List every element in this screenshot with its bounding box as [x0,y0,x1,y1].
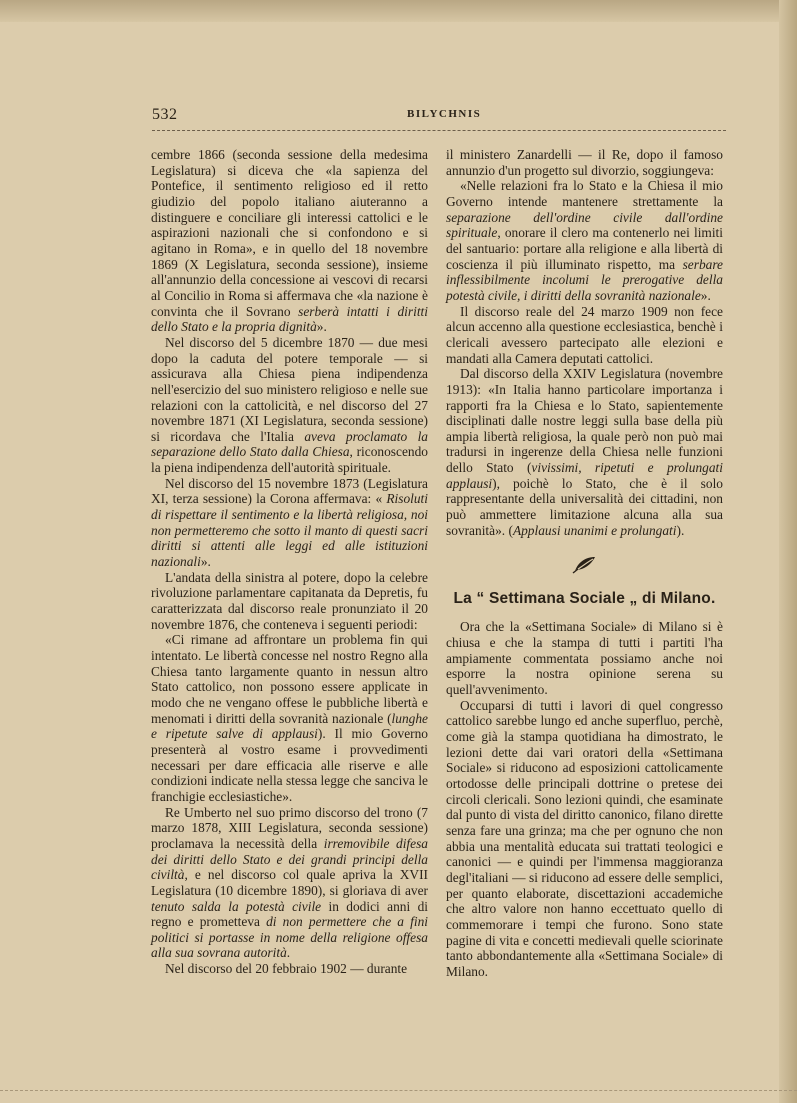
right-paragraph-6: Occuparsi di tutti i lavori di quel congresso cattolico sarebbe lungo ed anche superfluo, perchè, come già la stampa quotidiana ha dimostrato, le lezioni dette dai vari oratori della «Settimana Sociale» si riducono ad esposizioni cattolicamente ortodosse delle principali dottrine o pretese dei circoli clericali. Sono lezioni quindi, che esaminate dal punto di vista del diritto canonico, filano dirette senza fare una grinza; ma che per ognuno che non abbia una mentalità educata sui trattati teologici e canonici — e quindi per l'immensa maggioranza degl'italiani — si riducono ad essere delle semplici, per quanto elaborate, discettazioni accademiche che altro valore non hanno eccettuato quello di commemorare i tempi che furono. Sono state pagine di vita e concetti medievali quelle sciorinate tanto abbondantemente alla «Settimana Sociale» di Milano. [446,697,723,979]
running-title: BILYCHNIS [407,108,482,120]
page-top-edge [0,0,797,22]
right-paragraph-4: Dal discorso della XXIV Legislatura (novembre 1913): «In Italia hanno particolare importanza i rapporti fra la Chiesa e lo Stato, sapientemente disciplinati dalle nostre leggi sulla base della più ampia libertà religiosa, la quale però non può mai tradursi in ingerenze della Chiesa nelle funzioni dello Stato (vivissimi, ripetuti e prolungati applausi), poichè lo Stato, che è il solo rappresentante della universalità dei cittadini, non può ammettere limitazione alcuna alla sua sovranità». (Applausi unanimi e prolungati). [446,366,723,538]
page-right-edge [779,0,797,1103]
left-paragraph-4: L'andata della sinistra al potere, dopo la celebre rivoluzione parlamentare capitanata da Depretis, fu caratterizzata dal discorso reale pronunziato il 20 novembre 1876, che conteneva i seguenti periodi: [151,569,428,632]
right-paragraph-2: «Nelle relazioni fra lo Stato e la Chiesa il mio Governo intende mantenere strettamente la separazione dell'ordine civile dall'ordine spirituale, onorare il clero ma contenerlo nei limiti del santuario: portare alla religione e alla libertà di coscienza il più illuminato rispetto, ma serbare inflessibilmente incolumi le prerogative della potestà civile, i diritti della sovranità nazionale». [446,178,723,303]
right-paragraph-5: Ora che la «Settimana Sociale» di Milano si è chiusa e che la stampa di tutti i partiti l'ha ampiamente commentata possiamo anche noi esporre la nostra opinione serena su quell'avvenimento. [446,619,723,698]
header-rule [152,130,726,131]
right-column [446,147,723,980]
section-title: La “ Settimana Sociale „ di Milano. [453,590,716,608]
leaf-ornament-svg [572,554,598,574]
left-column [151,147,428,977]
left-paragraph-5: «Ci rimane ad affrontare un problema fin qui intentato. Le libertà concesse nel nostro Regno alla Chiesa tanto largamente quanto in nessun altro Stato cattolico, non possono essere applicate in modo che ne vengano offese le pubbliche libertà e menomati i diritti della sovranità nazionale (lunghe e ripetute salve di applausi). Il mio Governo presenterà al vostro esame i provvedimenti necessari per dare efficacia alle riserve e alle condizioni indicate nella stessa legge che sanciva le franchigie ecclesiastiche». [151,632,428,804]
page-number: 532 [152,106,178,123]
leaf-ornament-icon [446,554,723,579]
right-paragraph-1: il ministero Zanardelli — il Re, dopo il famoso annunzio d'un progetto sul divorzio, soggiungeva: [446,147,723,178]
right-paragraph-3: Il discorso reale del 24 marzo 1909 non fece alcun accenno alla questione ecclesiastica, benchè i clericali avessero partecipato alle elezioni e mandati alla Camera deputati cattolici. [446,303,723,366]
left-paragraph-3: Nel discorso del 15 novembre 1873 (Legislatura XI, terza sessione) la Corona affermava: « Risoluti di rispettare il sentimento e la libertà religiosa, noi non permetteremo che sotto il manto di questi sacri diritti si attenti alle leggi ed alle istituzioni nazionali». [151,475,428,570]
left-paragraph-7: Nel discorso del 20 febbraio 1902 — durante [165,961,408,977]
left-paragraph-2: Nel discorso del 5 dicembre 1870 — due mesi dopo la caduta del potere temporale — si assicurava alla Chiesa piena indipendenza nell'esercizio del suo ministero religioso e nelle sue relazioni con la cattolicità, e nel discorso del 27 novembre 1871 (XI Legislatura, seconda sessione) si ricordava che l'Italia aveva proclamato la separazione dello Stato dalla Chiesa, riconoscendo la piena indipendenza dell'autorità spirituale. [151,334,428,476]
left-paragraph-1: cembre 1866 (seconda sessione della medesima Legislatura) si diceva che «la sapienza del Pontefice, il sentimento religioso ed il retto giudizio del popolo italiano aiuteranno a distinguere e conciliare gli interessi cattolici e le aspirazioni nazionali che si confondono e si agitano in Roma», e in quello del 18 novembre 1869 (X Legislatura, seconda sessione), insieme all'annunzio della concessione ai vescovi di recarsi al Concilio in Roma si affermava che «la nazione è convinta che il Sovrano serberà intatti i diritti dello Stato e la propria dignità». [151,147,428,335]
bottom-rule [0,1090,797,1091]
page-header [152,106,726,130]
left-paragraph-6: Re Umberto nel suo primo discorso del trono (7 marzo 1878, XIII Legislatura, seconda sessione) proclamava la necessità della irremovibile difesa dei diritti dello Stato e dei grandi principi della civiltà, e nel discorso col quale apriva la XVII Legislatura (10 dicembre 1890), si gloriava di aver tenuto salda la potestà civile in dodici anni di regno e prometteva di non permettere che a fini politici si portasse in nome della religione offesa alla sua sovrana autorità. [151,804,428,961]
